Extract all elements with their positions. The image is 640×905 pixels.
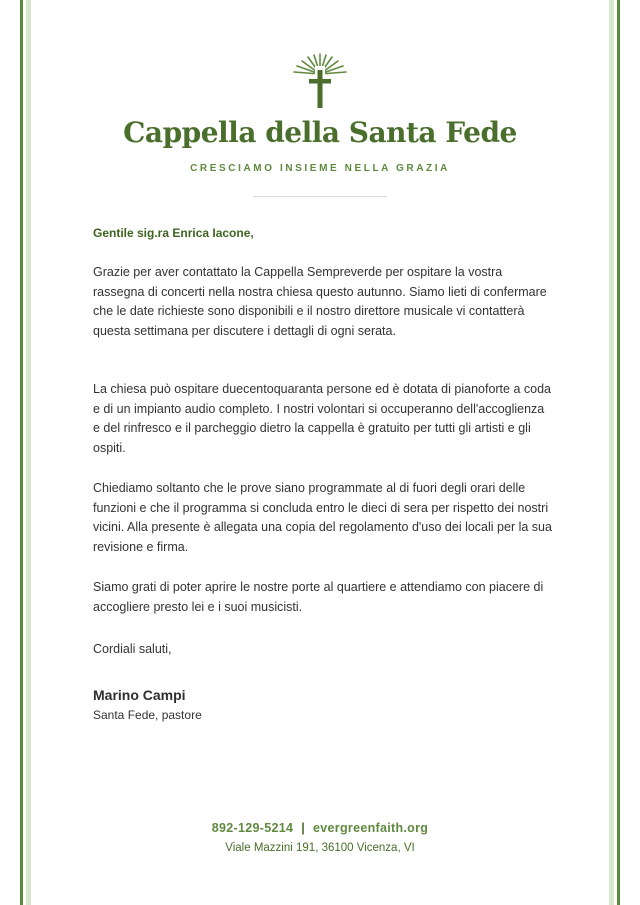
letterhead-footer [0,821,640,854]
footer-separator: | [301,821,306,835]
closing: Cordiali saluti, [93,642,172,656]
letter-paragraph: La chiesa può ospitare duecentoquaranta persone ed è dotata di pianoforte a coda e di un impianto audio completo. I nostri volontari si occuperanno dell'accoglienza e del rinfresco e il parcheggio dietro la cappella è gratuito per tutti gli artisti e gli ospiti. [93,382,551,455]
letter-paragraph: Grazie per aver contattato la Cappella Sempreverde per ospitare la vostra rassegna di concerti nella nostra chiesa questo autunno. Siamo lieti di confermare che le date richieste sono disponibili e il nostro direttore musicale vi contatterà questa settimana per discutere i dettagli di ogni serata. [93,265,547,338]
website-link[interactable]: evergreenfaith.org [313,821,429,835]
cross-with-rays-icon [290,52,350,110]
church-name: Cappella della Santa Fede [123,116,517,149]
signer-title: Santa Fede, pastore [93,708,202,722]
tagline: CRESCIAMO INSIEME NELLA GRAZIA [190,163,450,174]
letterhead-header [0,52,640,197]
letter-paragraph: Chiediamo soltanto che le prove siano programmate al di fuori degli orari delle funzioni e che il programma si concluda entro le dieci di sera per rispetto dei nostri vicini. Alla presente è allegata una copia del regolamento d'uso dei locali per la sua revisione e firma. [93,481,552,554]
address: Viale Mazzini 191, 36100 Vicenza, VI [225,842,415,854]
phone-number[interactable]: 892-129-5214 [211,821,294,835]
salutation: Gentile sig.ra Enrica Iacone, [93,226,254,240]
letter-paragraph: Siamo grati di poter aprire le nostre porte al quartiere e attendiamo con piacere di accogliere presto lei e i suoi musicisti. [93,580,544,614]
header-divider [253,196,387,197]
signer-name: Marino Campi [93,687,186,703]
footer-contact-line [0,821,640,835]
